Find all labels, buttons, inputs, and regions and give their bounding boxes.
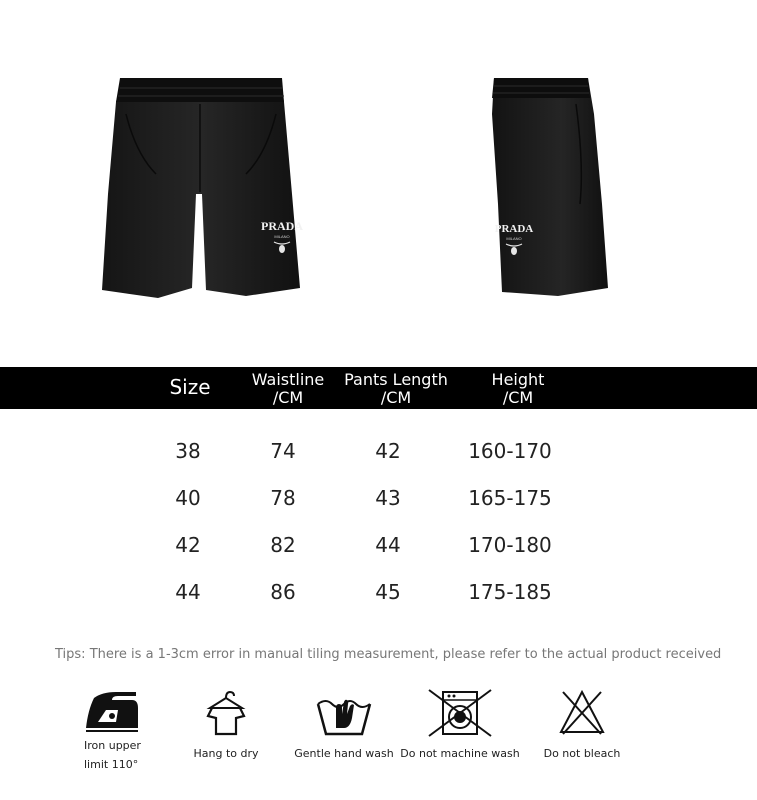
waistline-cell: 74 xyxy=(270,439,296,463)
svg-text:MILANO: MILANO xyxy=(274,234,290,239)
svg-text:MILANO: MILANO xyxy=(506,236,522,241)
hanger-icon xyxy=(204,688,248,738)
waistline-cell: 78 xyxy=(270,486,296,510)
height-cell: 160-170 xyxy=(468,439,552,463)
table-row xyxy=(0,436,757,466)
pants-length-cell: 42 xyxy=(375,439,401,463)
size-cell: 44 xyxy=(175,580,201,604)
no-bleach-label: Do not bleach xyxy=(543,747,621,760)
care-no-bleach xyxy=(538,688,626,763)
size-cell: 40 xyxy=(175,486,201,510)
height-cell: 175-185 xyxy=(468,580,552,604)
no-bleach-icon xyxy=(557,688,607,738)
measurement-tips: Tips: There is a 1-3cm error in manual tiling measurement, please refer to the actual product received xyxy=(55,647,722,662)
side-logo: PRADA xyxy=(494,223,534,235)
hand-wash-icon xyxy=(314,688,374,738)
iron-icon xyxy=(82,688,142,734)
care-hang-dry xyxy=(188,688,264,763)
size-cell: 38 xyxy=(175,439,201,463)
waistline-cell: 82 xyxy=(270,533,296,557)
care-iron xyxy=(78,688,146,774)
header-height: Height /CM xyxy=(491,370,545,407)
pants-length-cell: 44 xyxy=(375,533,401,557)
table-row xyxy=(0,577,757,607)
table-row xyxy=(0,483,757,513)
shorts-side-image xyxy=(488,74,612,306)
no-machine-wash-icon xyxy=(427,688,493,738)
shorts-front-image xyxy=(96,74,306,306)
no-machine-wash-label: Do not machine wash xyxy=(400,747,520,760)
pants-length-cell: 43 xyxy=(375,486,401,510)
header-waistline: Waistline /CM xyxy=(251,370,325,407)
front-logo: PRADA xyxy=(261,219,303,233)
height-cell: 165-175 xyxy=(468,486,552,510)
hang-dry-label: Hang to dry xyxy=(193,747,259,760)
waistline-cell: 86 xyxy=(270,580,296,604)
iron-label-line1: Iron upper xyxy=(84,739,141,752)
height-cell: 170-180 xyxy=(468,533,552,557)
care-hand-wash xyxy=(292,688,396,763)
header-size: Size xyxy=(169,375,211,399)
table-row xyxy=(0,530,757,560)
hand-wash-label: Gentle hand wash xyxy=(294,747,394,760)
pants-length-cell: 45 xyxy=(375,580,401,604)
header-pants-length: Pants Length /CM xyxy=(344,370,448,407)
iron-label-line2: limit 110° xyxy=(84,758,139,771)
care-no-machine-wash xyxy=(398,688,522,763)
size-cell: 42 xyxy=(175,533,201,557)
